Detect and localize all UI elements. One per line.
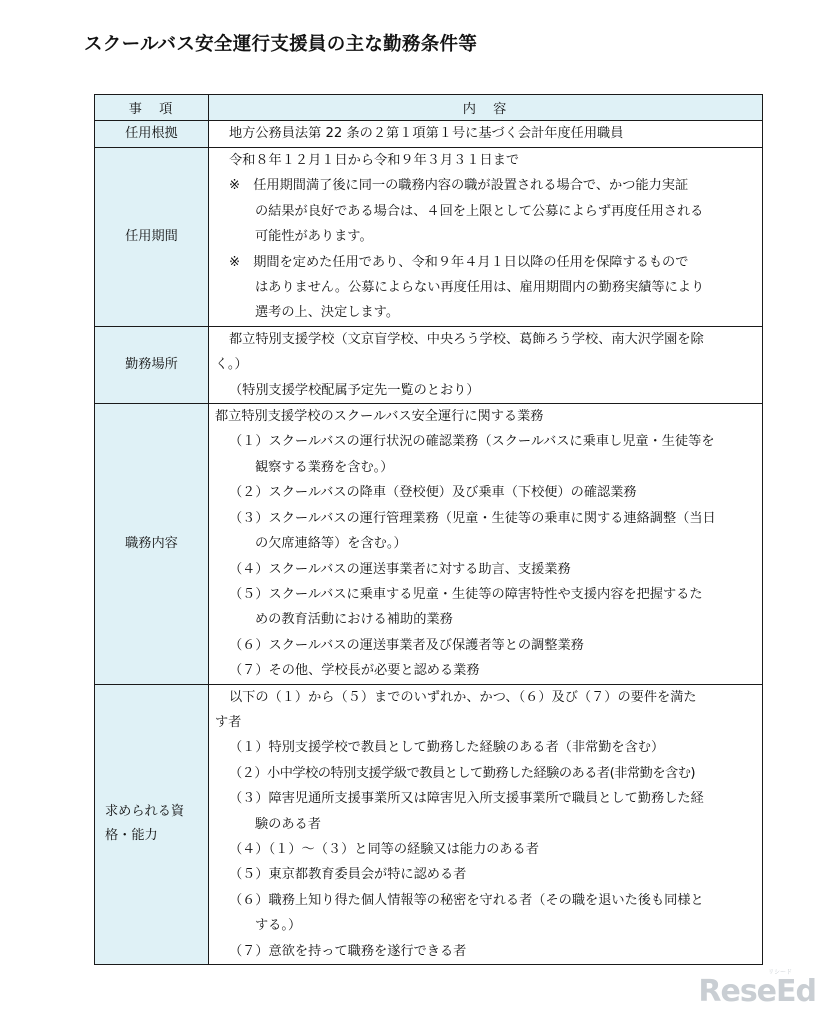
content-line: 令和８年１２月１日から令和９年３月３１日まで — [229, 153, 520, 168]
content-line: 観察する業務を含む。） — [255, 459, 394, 475]
row-label-term: 任用期間 — [95, 148, 209, 327]
row-label-workplace: 勤務場所 — [95, 326, 209, 403]
row-label-qualifications: 求められる資格・能力 — [95, 684, 209, 964]
content-line: （６）職務上知り得た個人情報等の秘密を守れる者（その職を退いた後も同様と — [229, 892, 704, 908]
content-line: 験のある者 — [255, 816, 321, 832]
row-label-legal-basis: 任用根拠 — [95, 121, 209, 148]
table-row — [95, 404, 763, 684]
content-line: （３）障害児通所支援事業所又は障害児入所支援事業所で職員として勤務した経 — [229, 791, 704, 807]
content-line: の欠席連絡等）を含む。） — [255, 536, 407, 552]
content-line: 可能性があります。 — [255, 229, 373, 245]
table-row — [95, 326, 763, 403]
content-line: （７）その他、学校長が必要と認める業務 — [229, 663, 480, 679]
reseed-logo: ReseEd — [698, 974, 816, 1009]
content-line: 都立特別支援学校のスクールバス安全運行に関する業務 — [215, 409, 544, 425]
table-row — [95, 121, 763, 148]
content-line: す者 — [215, 714, 242, 730]
content-line: 以下の（１）から（５）までのいずれか、かつ、（６）及び（７）の要件を満た — [229, 689, 697, 705]
content-line: する。） — [255, 918, 302, 934]
content-line: （２）スクールバスの降車（登校便）及び乗車（下校便）の確認業務 — [229, 485, 637, 501]
content-line: （５）東京都教育委員会が特に認める者 — [229, 867, 467, 883]
header-content: 内 容 — [209, 95, 763, 121]
content-line: 都立特別支援学校（文京盲学校、中央ろう学校、葛飾ろう学校、南大沢学園を除 — [229, 331, 704, 347]
content-line: （６）スクールバスの運送事業者及び保護者等との調整業務 — [229, 637, 584, 653]
content-line: （５）スクールバスに乗車する児童・生徒等の障害特性や支援内容を把握するた — [229, 586, 703, 602]
content-line: （４）スクールバスの運送事業者に対する助言、支援業務 — [229, 561, 571, 577]
row-content-term — [209, 148, 763, 327]
content-line: （３）スクールバスの運行管理業務（児童・生徒等の乗車に関する連絡調整（当日 — [229, 510, 716, 526]
row-content-qualifications — [209, 684, 763, 964]
header-item: 事 項 — [95, 95, 209, 121]
content-line: 選考の上、決定します。 — [255, 305, 400, 321]
content-line: （１）スクールバスの運行状況の確認業務（スクールバスに乗車し児童・生徒等を — [229, 434, 715, 450]
row-content-duties — [209, 404, 763, 684]
conditions-table — [94, 94, 763, 965]
content-line: はありません。公募によらない再度任用は、雇用期間内の勤務実績等により — [255, 280, 705, 296]
table-row — [95, 684, 763, 964]
content-line: （４）（１）～（３）と同等の経験又は能力のある者 — [229, 841, 539, 857]
watermark-subtext: リシード — [767, 969, 792, 976]
row-label-duties: 職務内容 — [95, 404, 209, 684]
content-line: （７）意欲を持って職務を遂行できる者 — [229, 943, 467, 959]
content-line: 地方公務員法第 22 条の２第１項第１号に基づく会計年度任用職員 — [229, 126, 624, 142]
content-line: ※ 期間を定めた任用であり、令和９年４月１日以降の任用を保障するもので — [229, 254, 689, 270]
content-line: めの教育活動における補助的業務 — [255, 612, 453, 628]
row-content-workplace — [209, 326, 763, 403]
content-line: （特別支援学校配属予定先一覧のとおり） — [229, 382, 480, 398]
content-line: （２）小中学校の特別支援学級で教員として勤務した経験のある者(非常勤を含む) — [229, 765, 696, 781]
table-header-row — [95, 95, 763, 121]
row-content-legal-basis — [209, 121, 763, 148]
document-title: スクールバス安全運行支援員の主な勤務条件等 — [84, 34, 478, 55]
content-line: ※ 任用期間満了後に同一の職務内容の職が設置される場合で、かつ能力実証 — [229, 178, 689, 194]
table-row — [95, 148, 763, 327]
content-line: （１）特別支援学校で教員として勤務した経験のある者（非常勤を含む） — [229, 740, 665, 756]
content-line: く。） — [215, 357, 248, 373]
content-line: の結果が良好である場合は、４回を上限として公募によらず再度任用される — [255, 203, 704, 219]
